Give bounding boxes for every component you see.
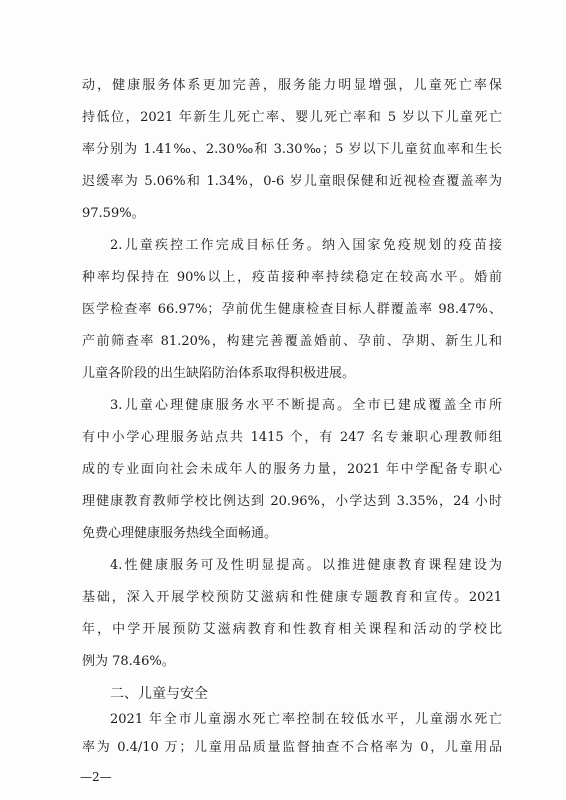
paragraph-line: 年，中学开展预防艾滋病教育和性教育相关课程和活动的学校比 bbox=[82, 622, 502, 637]
paragraph-line: 迟缓率为 5.06%和 1.34%，0-6 岁儿童眼保健和近视检查覆盖率为 bbox=[82, 174, 502, 189]
paragraph-line: 3.儿童心理健康服务水平不断提高。全市已建成覆盖全市所 bbox=[110, 398, 502, 413]
paragraph-line: 医学检查率 66.97%；孕前优生健康检查目标人群覆盖率 98.47%、 bbox=[82, 302, 502, 317]
section-heading: 二、儿童与安全 bbox=[110, 686, 208, 702]
paragraph-line: 基础，深入开展学校预防艾滋病和性健康专题教育和宣传。2021 bbox=[82, 590, 502, 605]
paragraph-line: 动，健康服务体系更加完善，服务能力明显增强，儿童死亡率保 bbox=[82, 78, 502, 93]
paragraph-line: 理健康教育教师学校比例达到 20.96%，小学达到 3.35%，24 小时 bbox=[82, 494, 502, 509]
paragraph-line: 有中小学心理服务站点共 1415 个，有 247 名专兼职心理教师组 bbox=[82, 430, 502, 445]
paragraph-line: 成的专业面向社会未成年人的服务力量，2021 年中学配备专职心 bbox=[82, 462, 502, 477]
paragraph-line: 率为 0.4/10 万；儿童用品质量监督抽查不合格率为 0，儿童用品 bbox=[82, 740, 502, 755]
paragraph-line: 97.59%。 bbox=[82, 206, 145, 221]
paragraph-line: 产前筛查率 81.20%，构建完善覆盖婚前、孕前、孕期、新生儿和 bbox=[82, 334, 502, 349]
paragraph-line: 种率均保持在 90%以上，疫苗接种率持续稳定在较高水平。婚前 bbox=[82, 270, 502, 285]
paragraph-line: 例为 78.46%。 bbox=[82, 654, 175, 669]
paragraph-line: 2021 年全市儿童溺水死亡率控制在较低水平，儿童溺水死亡 bbox=[110, 712, 502, 727]
paragraph-line: 免费心理健康服务热线全面畅通。 bbox=[82, 526, 278, 541]
paragraph-line: 持低位，2021 年新生儿死亡率、婴儿死亡率和 5 岁以下儿童死亡 bbox=[82, 110, 502, 125]
page-number: —2— bbox=[80, 770, 112, 784]
paragraph-line: 4.性健康服务可及性明显提高。以推进健康教育课程建设为 bbox=[110, 558, 502, 573]
paragraph-line: 率分别为 1.41‰、2.30‰和 3.30‰；5 岁以下儿童贫血率和生长 bbox=[82, 142, 502, 157]
paragraph-line: 2.儿童疾控工作完成目标任务。纳入国家免疫规划的疫苗接 bbox=[110, 238, 502, 253]
paragraph-line: 儿童各阶段的出生缺陷防治体系取得积极进展。 bbox=[82, 366, 356, 381]
